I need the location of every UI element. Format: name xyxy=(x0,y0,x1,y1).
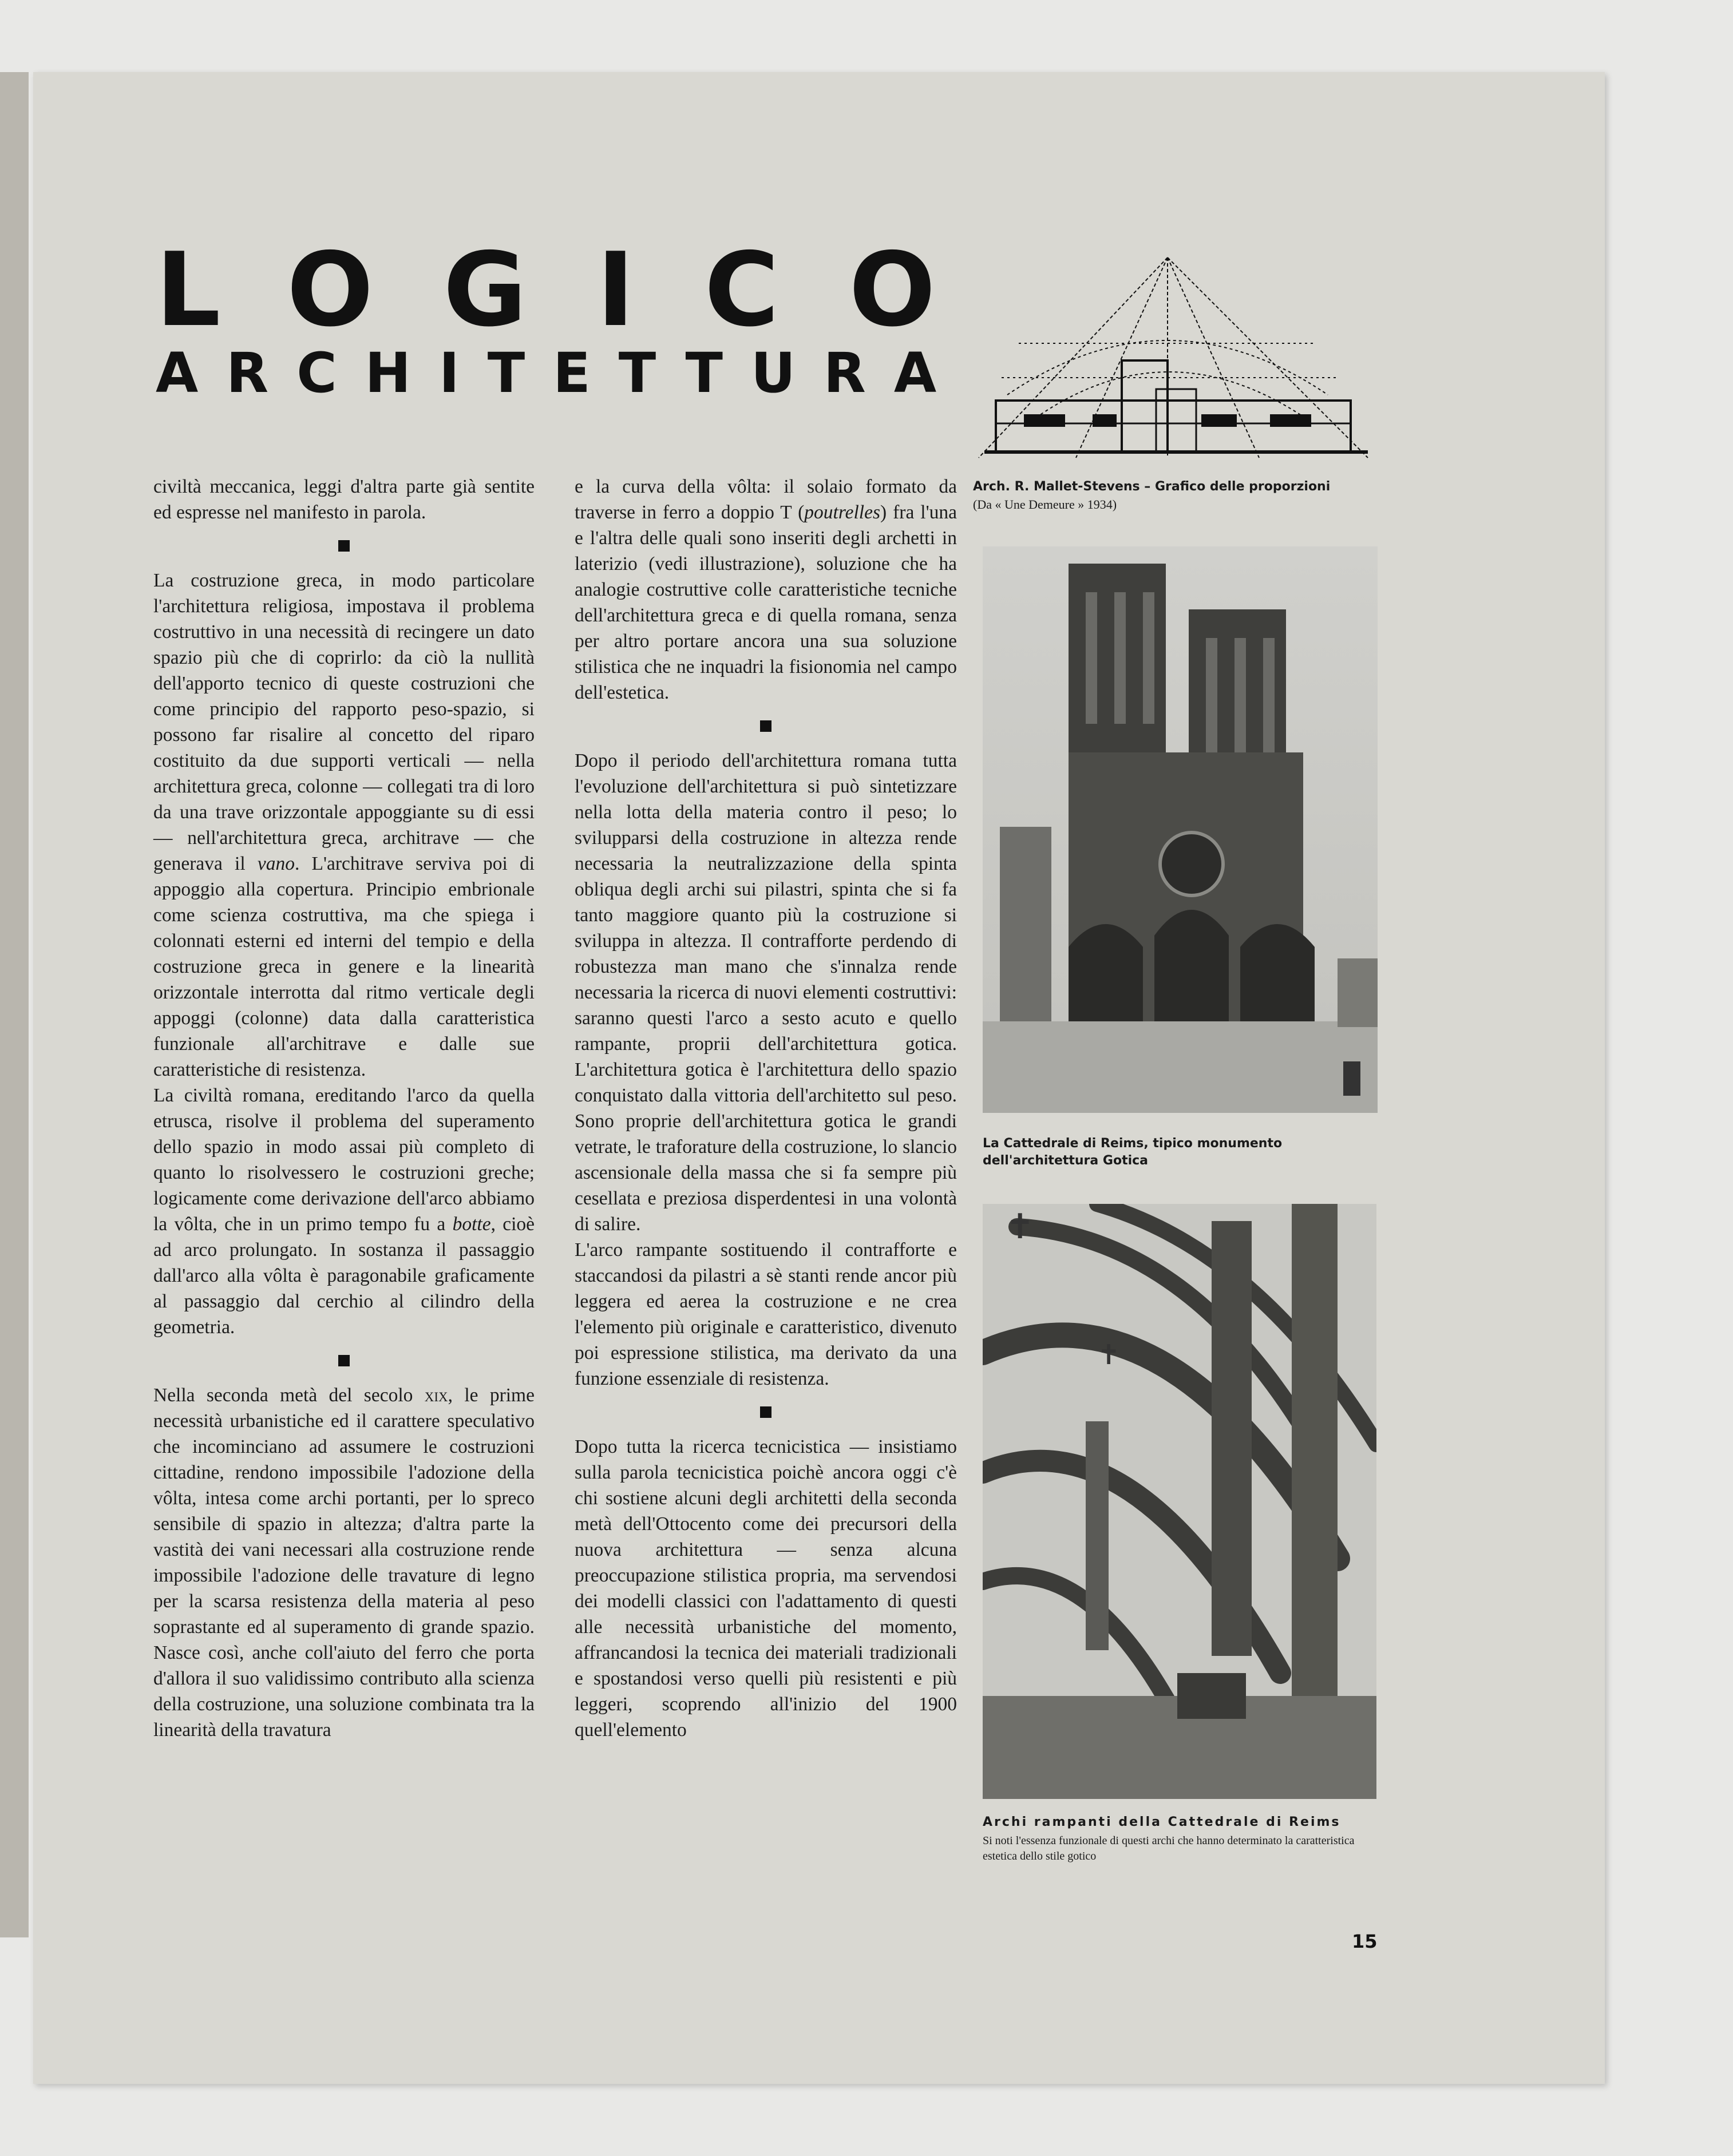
buttresses-photo-note: Si noti l'essenza funzionale di questi archi che hanno determinato la caratteristica estetica dello stile gotico xyxy=(983,1834,1355,1862)
page-number: 15 xyxy=(1352,1931,1378,1952)
paragraph: L'arco rampante sostituendo il contrafforte e staccandosi da pilastri a sè stanti rende ancor più leggera ed aerea la costruzione e ne crea l'elemento più originale e caratteristico, divenuto poi espressione stilistica, ma derivato da una funzione essenziale di resistenza. xyxy=(575,1239,957,1389)
text-column-2 xyxy=(575,474,957,1887)
section-separator xyxy=(338,1355,350,1366)
text-column-1 xyxy=(153,474,535,1887)
paragraph: Nella seconda metà del secolo xix, le prime necessità urbanistiche ed il carattere speculativo che incominciano ad assumere le costruzioni cittadine, rendono impossibile l'adozione della vôlta, intesa come archi portanti, per lo spreco sensibile di spazio in altezza; d'altra parte la vastità dei vani necessari alla costruzione rende impossibile l'adozione delle travature di legno per la scarsa resistenza della materia al peso soprastante ed al superamento di grande spazio. Nasce così, anche coll'aiuto del ferro che porta d'allora il suo validissimo contributo alla scienza della costruzione, una soluzione combinata tra la linearità della travatura xyxy=(153,1385,535,1741)
paragraph: e la curva della vôlta: il solaio formato da traverse in ferro a doppio T (poutrelles) fra l'una e l'altra delle quali sono inseriti degli archetti in laterizio (vedi illustrazione), soluzione che ha analogie costruttive colle caratteristiche tecniche dell'architettura greca e di quella romana, senza per altro portare ancora una sua soluzione stilistica che ne inquadri la fisionomia nel campo dell'estetica. xyxy=(575,476,957,703)
proportion-diagram xyxy=(973,252,1374,463)
section-separator xyxy=(338,540,350,552)
diagram-caption: Arch. R. Mallet-Stevens – Grafico delle proporzioni xyxy=(973,479,1331,494)
paragraph: La civiltà romana, ereditando l'arco da quella etrusca, risolve il problema del superamento dello spazio in modo assai più completo di quanto lo risolvessero le costruzioni greche; logicamente come derivazione dell'arco abbiamo la vôlta, che in un primo tempo fu a botte, cioè ad arco prolungato. In sostanza il passaggio dall'arco alla vôlta è paragonabile graficamente al passaggio dal cerchio al cilindro della geometria. xyxy=(153,1085,535,1338)
paragraph: Dopo il periodo dell'architettura romana tutta l'evoluzione dell'architettura si può sintetizzare nella lotta della materia contro il peso; lo svilupparsi della costruzione in altezza rende necessaria la neutralizzazione della spinta obliqua degli archi sui pilastri, spinta che si fa tanto maggiore quanto più la costruzione si sviluppa in altezza. Il contrafforte perdendo di robustezza man mano che s'innalza rende necessaria la ricerca di nuovi elementi costruttivi: saranno questi l'arco a sesto acuto e quello rampante, proprii dell'architettura gotica. L'architettura gotica è l'architettura dello spazio conquistato dalla vittoria dell'architetto sul peso. Sono proprie dell'architettura gotica le grandi vetrate, le traforature della costruzione, lo slancio ascensionale della massa che si fa sempre più cesellata e preziosa disperdentesi in una volontà di salire. xyxy=(575,750,957,1235)
paragraph: Dopo tutta la ricerca tecnicistica — insistiamo sulla parola tecnicistica poichè ancora oggi c'è chi sostiene alcuni degli architetti della seconda metà dell'Ottocento come dei precursori della nuova architettura — senza alcuna preoccupazione stilistica propria, ma servendosi dei modelli classici con l'adattamento di questi alle necessità urbanistiche del momento, affrancandosi la tecnica dei materiali tradizionali e spostandosi verso quelli più resistenti e più leggeri, scoprendo all'inizio del 1900 quell'elemento xyxy=(575,1436,957,1741)
paragraph: civiltà meccanica, leggi d'altra parte già sentite ed espresse nel manifesto in parola. xyxy=(153,476,535,523)
cathedral-facade-photo xyxy=(983,546,1378,1113)
flying-buttresses-photo xyxy=(983,1204,1376,1799)
article-subtitle: ARCHITETTURA xyxy=(156,341,965,405)
cathedral-photo-caption: La Cattedrale di Reims, tipico monumento dell'architettura Gotica xyxy=(983,1136,1283,1168)
section-separator xyxy=(760,1406,771,1418)
svg-text:✝: ✝ xyxy=(1006,1207,1035,1247)
article-title: LOGICO xyxy=(156,231,1006,349)
buttresses-photo-caption: Archi rampanti della Cattedrale di Reims xyxy=(983,1815,1341,1829)
diagram-source: (Da « Une Demeure » 1934) xyxy=(973,497,1117,512)
svg-text:✝: ✝ xyxy=(1097,1339,1121,1371)
binding-spine xyxy=(0,72,29,1937)
paragraph: La costruzione greca, in modo particolare l'architettura religiosa, impostava il problema costruttivo in una necessità di recingere un dato spazio più che di coprirlo: da ciò la nullità dell'apporto tecnico di queste costruzioni che come principio del rapporto peso-spazio, si possono far risalire al concetto del riparo costituito da due supporti verticali — nella architettura greca, colonne — collegati tra di loro da una trave orizzontale appoggiante su di essi — nell'architettura greca, architrave — che generava il vano. L'architrave serviva poi di appoggio alla copertura. Principio embrionale come scienza costruttiva, ma che spiega i colonnati esterni ed interni del tempio e della costruzione greca in genere e la linearità orizzontale interrotta dal ritmo verticale degli appoggi (colonne) data dalla caratteristica funzionale all'architrave e dalle sue caratteristiche di resistenza. xyxy=(153,570,535,1080)
section-separator xyxy=(760,720,771,732)
